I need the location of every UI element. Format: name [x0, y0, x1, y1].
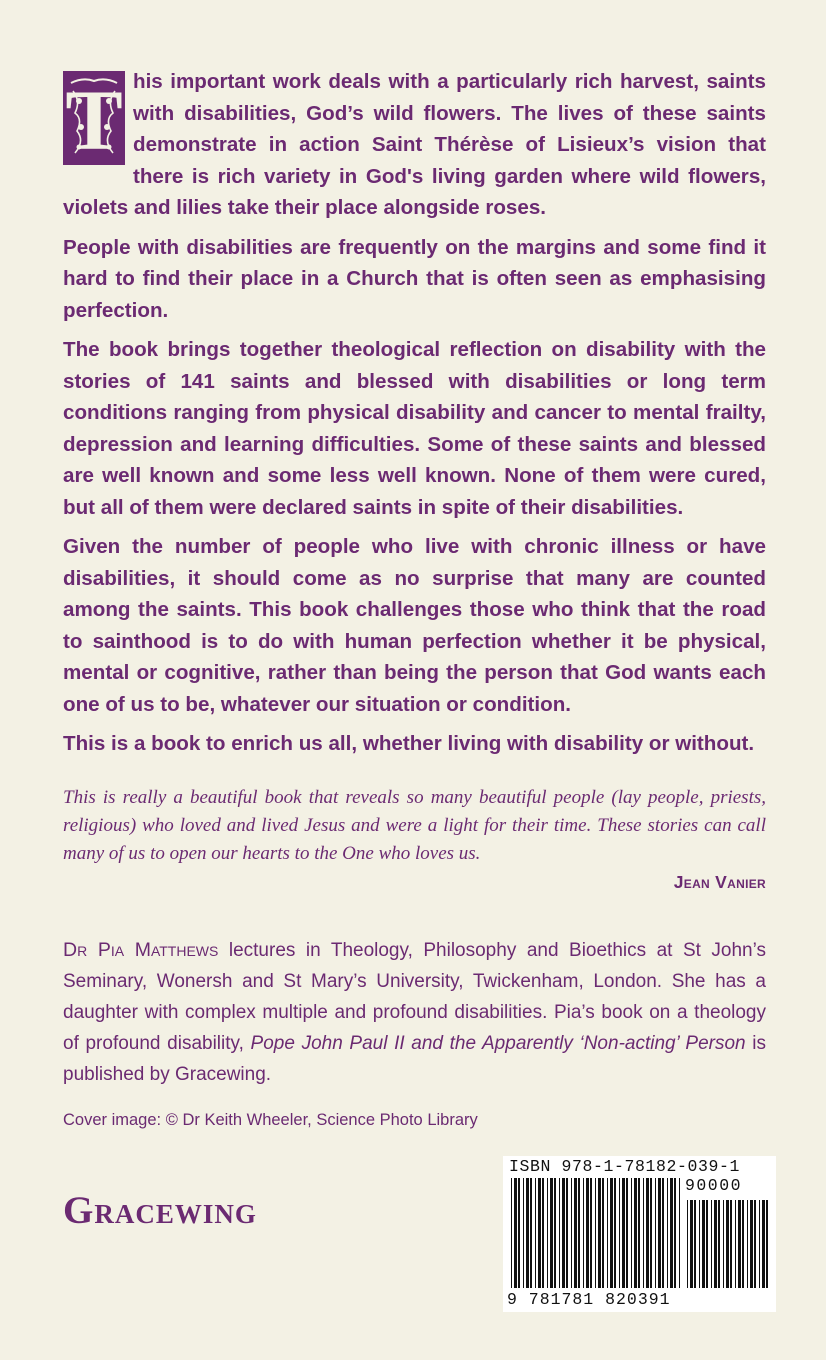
barcode-bar [662, 1178, 664, 1288]
barcode-bar [699, 1200, 700, 1288]
cover-image-credit: Cover image: © Dr Keith Wheeler, Science Photo Library [63, 1111, 478, 1129]
barcode-bar [514, 1178, 517, 1288]
barcode-bar [622, 1178, 625, 1288]
barcode-bar [542, 1178, 544, 1288]
barcode-bar [723, 1200, 724, 1288]
author-bio-text-2: is published by Gracewing. [63, 1033, 766, 1085]
barcode-bar [511, 1178, 512, 1288]
barcode-bar [619, 1178, 620, 1288]
author-bio-text-1: lectures in Theology, Philosophy and Bioethics at St John’s Seminary, Wonersh and St Mary’s University, Twickenham, London. She has a daughter with complex multiple and profound disabilities. Pia’s book on a theology of profound disability, [63, 940, 766, 1054]
isbn-label: ISBN 978-1-78182-039-1 [509, 1157, 741, 1176]
barcode-bar [650, 1178, 652, 1288]
price-code: 90000 [685, 1176, 743, 1195]
dropcap-letter: T [65, 72, 123, 165]
blurb-paragraph-3: The book brings together theological reflection on disability with the stories of 141 saints and blessed with disabilities or long term conditions ranging from physical disability and cancer to mental frailty, depression and learning difficulties. Some of these saints and blessed are well known and some less well known. None of them were cured, but all of them were declared saints in spite of their disabilities. [63, 338, 766, 519]
floral-dropcap-icon [63, 71, 125, 165]
barcode-bar [586, 1178, 589, 1288]
barcode-bars-icon [503, 1156, 776, 1312]
barcode-bar [670, 1178, 673, 1288]
blurb-text [63, 66, 766, 768]
barcode-bar [735, 1200, 736, 1288]
endorsement-author: Jean Vanier [673, 872, 766, 892]
blurb-paragraph-2: People with disabilities are frequently on the margins and some find it hard to find their place in a Church that is often seen as emphasising perfection. [63, 235, 766, 322]
barcode-bar [687, 1200, 688, 1288]
barcode-bar [679, 1178, 680, 1288]
barcode-bar [690, 1200, 693, 1288]
barcode-bar [547, 1178, 548, 1288]
barcode-bar [638, 1178, 640, 1288]
barcode-bar [742, 1200, 744, 1288]
barcode-bar [714, 1200, 717, 1288]
barcode-bar [578, 1178, 580, 1288]
barcode-bar [694, 1200, 696, 1288]
author-name: Dr Pia Matthews [63, 939, 219, 961]
blurb-paragraph-5: This is a book to enrich us all, whether living with disability or without. [63, 732, 755, 755]
barcode-bar [726, 1200, 729, 1288]
barcode-bar [559, 1178, 560, 1288]
author-bio [63, 935, 766, 1090]
barcode-bar [523, 1178, 524, 1288]
barcode-bar [538, 1178, 541, 1288]
barcode-bar [590, 1178, 592, 1288]
barcode-bar [550, 1178, 553, 1288]
dropcap-t [63, 71, 125, 165]
barcode-bar [766, 1200, 768, 1288]
barcode-bar [730, 1200, 732, 1288]
author-book-title: Pope John Paul II and the Apparently ‘Non-acting’ Person [250, 1033, 746, 1054]
barcode-bar [738, 1200, 741, 1288]
barcode-bar [583, 1178, 584, 1288]
barcode-bar [602, 1178, 604, 1288]
barcode-bar [658, 1178, 661, 1288]
barcode-bar [610, 1178, 613, 1288]
barcode-bar [655, 1178, 656, 1288]
barcode-bar [535, 1178, 536, 1288]
barcode-bar [667, 1178, 668, 1288]
endorsement-quote: This is really a beautiful book that reveals so many beautiful people (lay people, priests, religious) who loved and lived Jesus and were a light for their time. These stories can call many of us to open our hearts to the One who loves us. [63, 787, 766, 864]
barcode-bar [702, 1200, 705, 1288]
barcode-bar [530, 1178, 532, 1288]
barcode-bar [706, 1200, 708, 1288]
blurb-paragraph-1-text: his important work deals with a particularly rich harvest, saints with disabilities, God’s wild flowers. The lives of these saints demonstrate in action Saint Thérèse of Lisieux’s vision that there is rich variety in God's living garden where wild flowers, violets and lilies take their place alongside roses. [63, 70, 766, 219]
barcode-bar [711, 1200, 712, 1288]
barcode-bar [754, 1200, 756, 1288]
barcode-bar [631, 1178, 632, 1288]
barcode-bar [718, 1200, 720, 1288]
barcode-bar [674, 1178, 676, 1288]
ean-digits: 9 781781 820391 [507, 1290, 671, 1309]
barcode-bar [554, 1178, 556, 1288]
barcode-bar [607, 1178, 608, 1288]
barcode-bar [759, 1200, 760, 1288]
barcode-bar [634, 1178, 637, 1288]
barcode-bar [750, 1200, 753, 1288]
barcode-bar [614, 1178, 616, 1288]
barcode-bar [566, 1178, 568, 1288]
barcode-bar [574, 1178, 577, 1288]
isbn-barcode [503, 1156, 776, 1312]
barcode-bar [595, 1178, 596, 1288]
barcode-bar [571, 1178, 572, 1288]
barcode-bar [762, 1200, 765, 1288]
barcode-bar [626, 1178, 628, 1288]
barcode-bar [526, 1178, 529, 1288]
barcode-bar [643, 1178, 644, 1288]
barcode-bar [518, 1178, 520, 1288]
blurb-paragraph-1 [63, 66, 766, 224]
blurb-paragraph-4: Given the number of people who live with chronic illness or have disabilities, it should come as no surprise that many are counted among the saints. This book challenges those who think that the road to sainthood is to do with human perfection whether it be physical, mental or cognitive, rather than being the person that God wants each one of us to be, whatever our situation or condition. [63, 535, 766, 716]
barcode-bar [598, 1178, 601, 1288]
barcode-bar [646, 1178, 649, 1288]
barcode-bar [747, 1200, 748, 1288]
publisher-logo: Gracewing [63, 1189, 257, 1232]
barcode-bar [562, 1178, 565, 1288]
